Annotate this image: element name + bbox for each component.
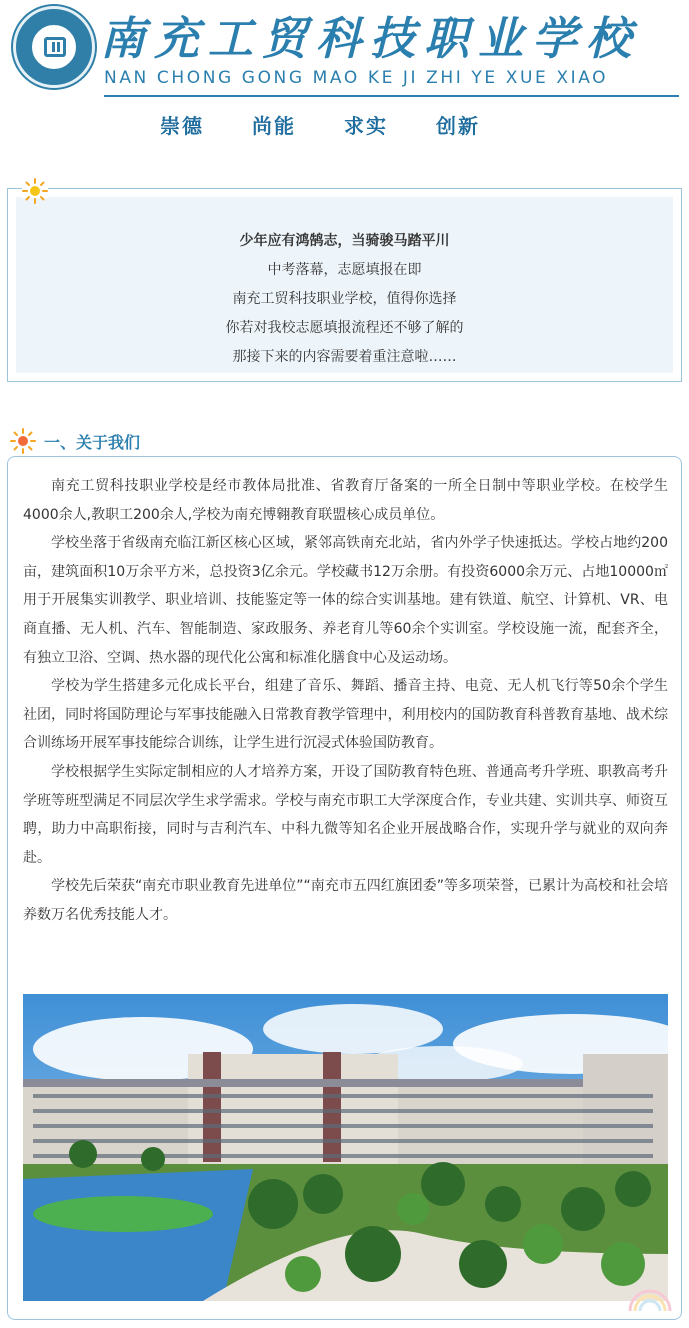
section-heading: [10, 426, 140, 456]
intro-line: 那接下来的内容需要着重注意啦……: [232, 349, 457, 365]
paragraph: 南充工贸科技职业学校是经市教体局批准、省教育厅备案的一所全日制中等职业学校。在校学生4000余人,教职工200余人,学校为南充博翱教育联盟核心成员单位。: [23, 478, 668, 523]
campus-photo: [23, 994, 668, 1301]
page-header: [0, 0, 689, 150]
school-name-pinyin: NAN CHONG GONG MAO KE JI ZHI YE XUE XIAO: [104, 68, 609, 88]
intro-line: 你若对我校志愿填报流程还不够了解的: [225, 320, 464, 336]
motto-item: 创新: [436, 114, 480, 138]
intro-headline: 少年应有鸿鹄志，当骑骏马踏平川: [239, 233, 450, 249]
about-text: [23, 472, 668, 930]
about-content-box: [7, 456, 682, 1320]
motto-item: 崇德: [160, 114, 204, 138]
intro-box: [7, 188, 682, 382]
sun-icon: [10, 428, 36, 454]
header-divider: [104, 95, 679, 97]
school-name: 南充工贸科技职业学校: [100, 12, 641, 65]
school-logo: [13, 6, 95, 88]
intro-content: [16, 197, 673, 373]
intro-line: 中考落幕，志愿填报在即: [267, 262, 422, 278]
paragraph: 学校为学生搭建多元化成长平台，组建了音乐、舞蹈、播音主持、电竞、无人机飞行等50余个学生社团，同时将国防理论与军事技能融入日常教育教学管理中，利用校内的国防教育科普教育基地、战术综合训练场开展军事技能综合训练，让学生进行沉浸式体验国防教育。: [23, 678, 668, 752]
section-title: 一、关于我们: [44, 432, 141, 452]
rainbow-decoration: [625, 1281, 675, 1311]
paragraph: 学校坐落于省级南充临江新区核心区域，紧邻高铁南充北站，省内外学子快速抵达。学校占地约200亩，建筑面积10万余平方米，总投资3亿余元。学校藏书12万余册。有投资6000余万元、占地10000㎡用于开展集实训教学、职业培训、技能鉴定等一体的综合实训基地。建有铁道、航空、计算机、VR、电商直播、无人机、汽车、智能制造、家政服务、养老育儿等60余个实训室。学校设施一流，配套齐全，有独立卫浴、空调、热水器的现代化公寓和标准化膳食中心及运动场。: [23, 535, 668, 666]
motto-item: 求实: [344, 114, 388, 138]
school-motto: [160, 110, 540, 139]
sun-icon: [22, 178, 48, 204]
paragraph: 学校根据学生实际定制相应的人才培养方案，开设了国防教育特色班、普通高考升学班、职教高考升学班等班型满足不同层次学生求学需求。学校与南充市职工大学深度合作，专业共建、实训共享、师资互聘，助力中高职衔接，同时与吉利汽车、中科九微等知名企业开展战略合作，实现升学与就业的双向奔赴。: [23, 763, 668, 866]
paragraph: 学校先后荣获“南充市职业教育先进单位”“南充市五四红旗团委”等多项荣誉，已累计为高校和社会培养数万名优秀技能人才。: [23, 878, 669, 923]
intro-line: 南充工贸科技职业学校，值得你选择: [232, 291, 457, 307]
motto-item: 尚能: [252, 114, 296, 138]
